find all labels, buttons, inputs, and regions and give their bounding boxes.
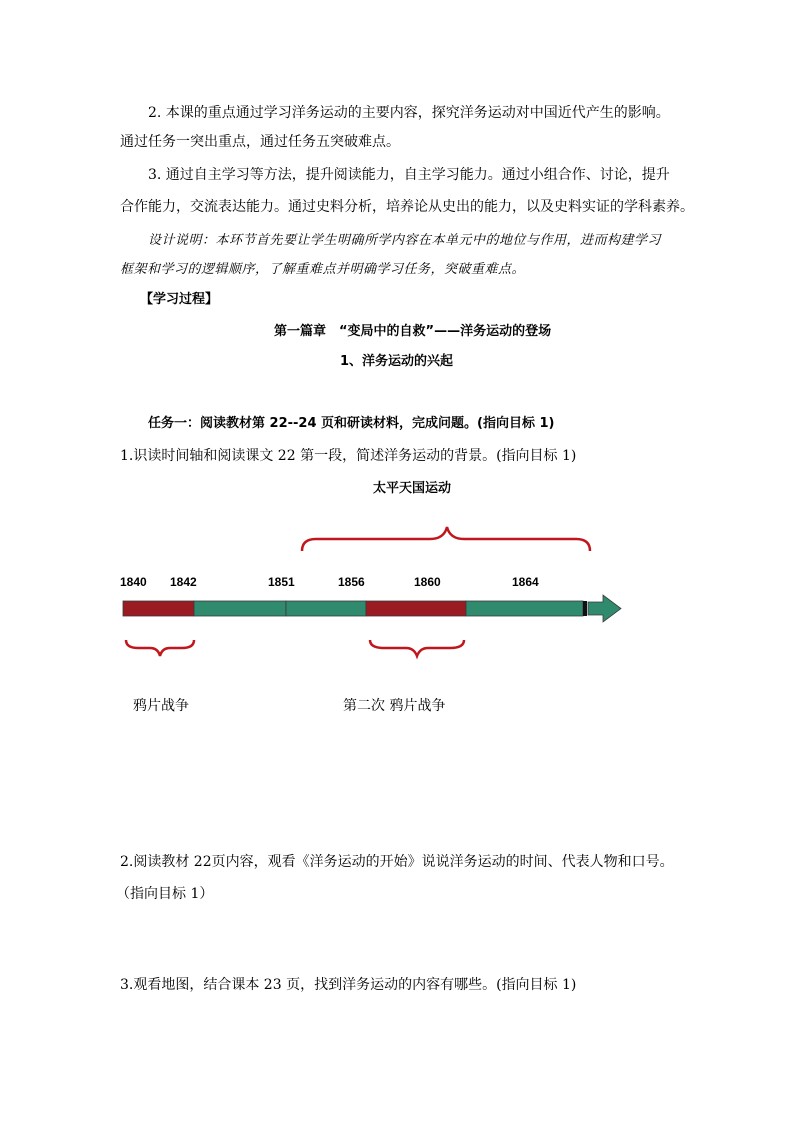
year-label-1864: 1864 bbox=[512, 575, 539, 589]
task1-title: 任务一：阅读教材第 22--24 页和研读材料，完成问题。(指向目标 1) bbox=[148, 416, 555, 431]
taiping-brace bbox=[302, 527, 590, 551]
objective-2-line-2: 通过任务一突出重点，通过任务五突破难点。 bbox=[120, 134, 400, 150]
second-opium-war-label: 第二次 鸦片战争 bbox=[343, 698, 446, 714]
opium-war-brace bbox=[126, 640, 194, 656]
design-note-line-1: 设计说明：本环节首先要让学生明确所学内容在本单元中的地位与作用，进而构建学习 bbox=[148, 233, 662, 248]
timeline-arrow bbox=[588, 595, 621, 622]
taiping-label: 太平天国运动 bbox=[373, 481, 452, 496]
question-3: 3.观看地图，结合课本 23 页，找到洋务运动的内容有哪些。(指向目标 1) bbox=[120, 977, 577, 993]
chapter-title: 第一篇章 “变局中的自救”——洋务运动的登场 bbox=[274, 324, 552, 339]
question-1: 1.识读时间轴和阅读课文 22 第一段，简述洋务运动的背景。(指向目标 1) bbox=[120, 448, 577, 464]
year-label-1860: 1860 bbox=[414, 575, 441, 589]
second-opium-war-brace bbox=[370, 640, 464, 656]
design-note-line-2: 框架和学习的逻辑顺序，了解重难点并明确学习任务，突破重难点。 bbox=[120, 262, 526, 277]
year-label-1842: 1842 bbox=[170, 575, 197, 589]
objective-2-line-1: 2. 本课的重点通过学习洋务运动的主要内容，探究洋务运动对中国近代产生的影响。 bbox=[148, 105, 670, 121]
objective-3-line-1: 3. 通过自主学习等方法，提升阅读能力，自主学习能力。通过小组合作、讨论，提升 bbox=[148, 167, 670, 183]
segment-1856-1860 bbox=[366, 601, 466, 616]
segment-1840-1842 bbox=[123, 601, 194, 616]
year-label-1851: 1851 bbox=[268, 575, 295, 589]
segment-1842-1851 bbox=[194, 601, 286, 616]
segment-end-marker bbox=[583, 601, 587, 616]
opium-war-label: 鸦片战争 bbox=[133, 698, 189, 714]
section-heading: 【学习过程】 bbox=[140, 292, 219, 307]
lesson-title: 1、洋务运动的兴起 bbox=[340, 354, 454, 369]
year-label-1856: 1856 bbox=[338, 575, 365, 589]
year-label-1840: 1840 bbox=[120, 575, 147, 589]
question-2-line-1: 2.阅读教材 22页内容，观看《洋务运动的开始》说说洋务运动的时间、代表人物和口号。 bbox=[120, 854, 674, 870]
segment-1851-1856 bbox=[286, 601, 366, 616]
question-2-line-2: （指向目标 1） bbox=[116, 886, 214, 902]
objective-3-line-2: 合作能力，交流表达能力。通过史料分析，培养论从史出的能力，以及史料实证的学科素养。 bbox=[120, 199, 694, 215]
segment-1860-1864 bbox=[466, 601, 583, 616]
